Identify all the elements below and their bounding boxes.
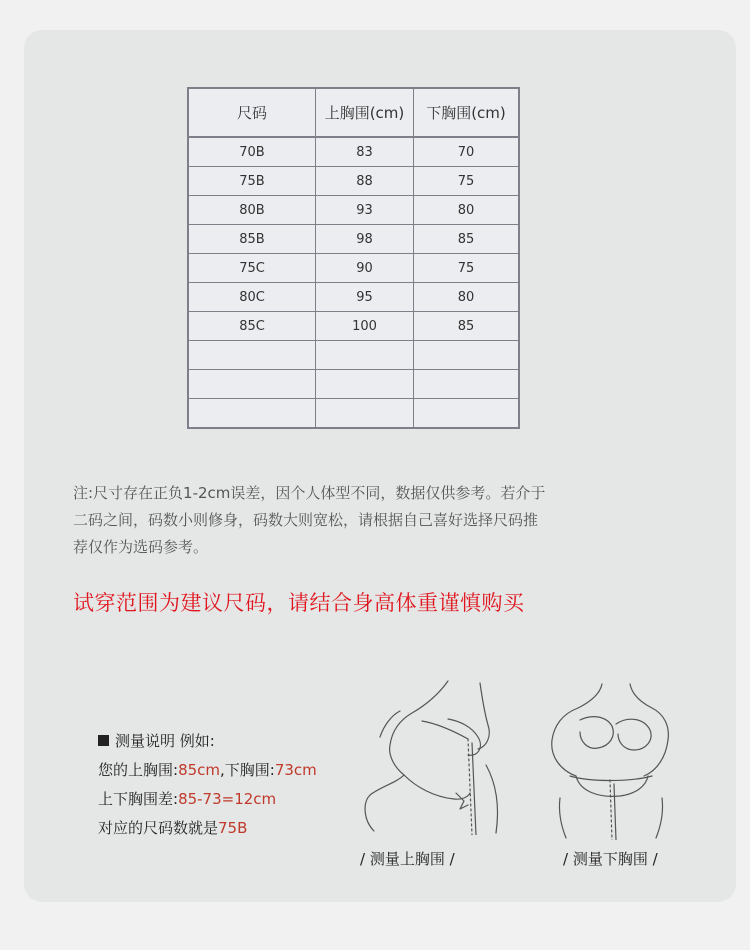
table-row bbox=[188, 283, 519, 312]
table-row bbox=[188, 196, 519, 225]
measure-title-line bbox=[98, 727, 317, 756]
cell-under: 85 bbox=[414, 312, 520, 341]
measure-title: 测量说明 例如: bbox=[115, 732, 215, 750]
under-bust-figure bbox=[540, 680, 685, 840]
note-line: 二码之间，码数小则修身，码数大则宽松，请根据自己喜好选择尺码推 bbox=[73, 511, 539, 529]
cell-size: 75C bbox=[188, 254, 316, 283]
size-table bbox=[187, 87, 520, 429]
cell-under bbox=[414, 399, 520, 429]
fit-warning: 试穿范围为建议尺码，请结合身高体重谨慎购买 bbox=[73, 591, 525, 615]
cell-under bbox=[414, 370, 520, 399]
cell-upper: 100 bbox=[316, 312, 414, 341]
table-row bbox=[188, 254, 519, 283]
upper-bust-value: 85cm bbox=[178, 761, 221, 779]
table-header-row bbox=[188, 88, 519, 137]
note-line: 注:尺寸存在正负1-2cm误差，因个人体型不同，数据仅供参考。若介于 bbox=[73, 484, 546, 502]
under-bust-label: ,下胸围: bbox=[220, 761, 275, 779]
cell-upper bbox=[316, 370, 414, 399]
table-row bbox=[188, 341, 519, 370]
cell-size: 85B bbox=[188, 225, 316, 254]
note-line: 荐仅作为选码参考。 bbox=[73, 538, 209, 556]
table-row bbox=[188, 399, 519, 429]
upper-bust-label: 您的上胸围: bbox=[98, 761, 179, 779]
cell-upper bbox=[316, 399, 414, 429]
cell-size: 70B bbox=[188, 137, 316, 167]
cell-upper: 83 bbox=[316, 137, 414, 167]
difference-label: 上下胸围差: bbox=[98, 790, 179, 808]
cell-upper: 95 bbox=[316, 283, 414, 312]
difference-value: 85-73=12cm bbox=[178, 790, 277, 808]
upper-bust-caption: / 测量上胸围 / bbox=[360, 850, 455, 868]
table-row bbox=[188, 370, 519, 399]
cell-under: 85 bbox=[414, 225, 520, 254]
measure-line bbox=[98, 785, 317, 814]
cell-under bbox=[414, 341, 520, 370]
table-row bbox=[188, 312, 519, 341]
cell-size bbox=[188, 370, 316, 399]
table-row bbox=[188, 167, 519, 196]
cell-upper: 90 bbox=[316, 254, 414, 283]
table-row bbox=[188, 225, 519, 254]
cell-size: 75B bbox=[188, 167, 316, 196]
cell-size: 85C bbox=[188, 312, 316, 341]
measurement-instructions bbox=[98, 727, 317, 843]
header-under-bust: 下胸围(cm) bbox=[414, 88, 520, 137]
cell-upper: 88 bbox=[316, 167, 414, 196]
cell-upper bbox=[316, 341, 414, 370]
table-row bbox=[188, 137, 519, 167]
measure-line bbox=[98, 814, 317, 843]
cell-upper: 98 bbox=[316, 225, 414, 254]
cell-size: 80C bbox=[188, 283, 316, 312]
result-value: 75B bbox=[218, 819, 248, 837]
header-size: 尺码 bbox=[188, 88, 316, 137]
cell-size: 80B bbox=[188, 196, 316, 225]
square-bullet-icon bbox=[98, 735, 109, 746]
under-bust-value: 73cm bbox=[274, 761, 317, 779]
size-note bbox=[73, 480, 618, 561]
upper-bust-figure bbox=[360, 675, 520, 835]
cell-under: 80 bbox=[414, 196, 520, 225]
cell-upper: 93 bbox=[316, 196, 414, 225]
cell-size bbox=[188, 399, 316, 429]
cell-under: 75 bbox=[414, 254, 520, 283]
measure-line bbox=[98, 756, 317, 785]
cell-size bbox=[188, 341, 316, 370]
cell-under: 75 bbox=[414, 167, 520, 196]
cell-under: 80 bbox=[414, 283, 520, 312]
cell-under: 70 bbox=[414, 137, 520, 167]
result-label: 对应的尺码数就是 bbox=[98, 819, 219, 837]
under-bust-caption: / 测量下胸围 / bbox=[563, 850, 658, 868]
header-upper-bust: 上胸围(cm) bbox=[316, 88, 414, 137]
